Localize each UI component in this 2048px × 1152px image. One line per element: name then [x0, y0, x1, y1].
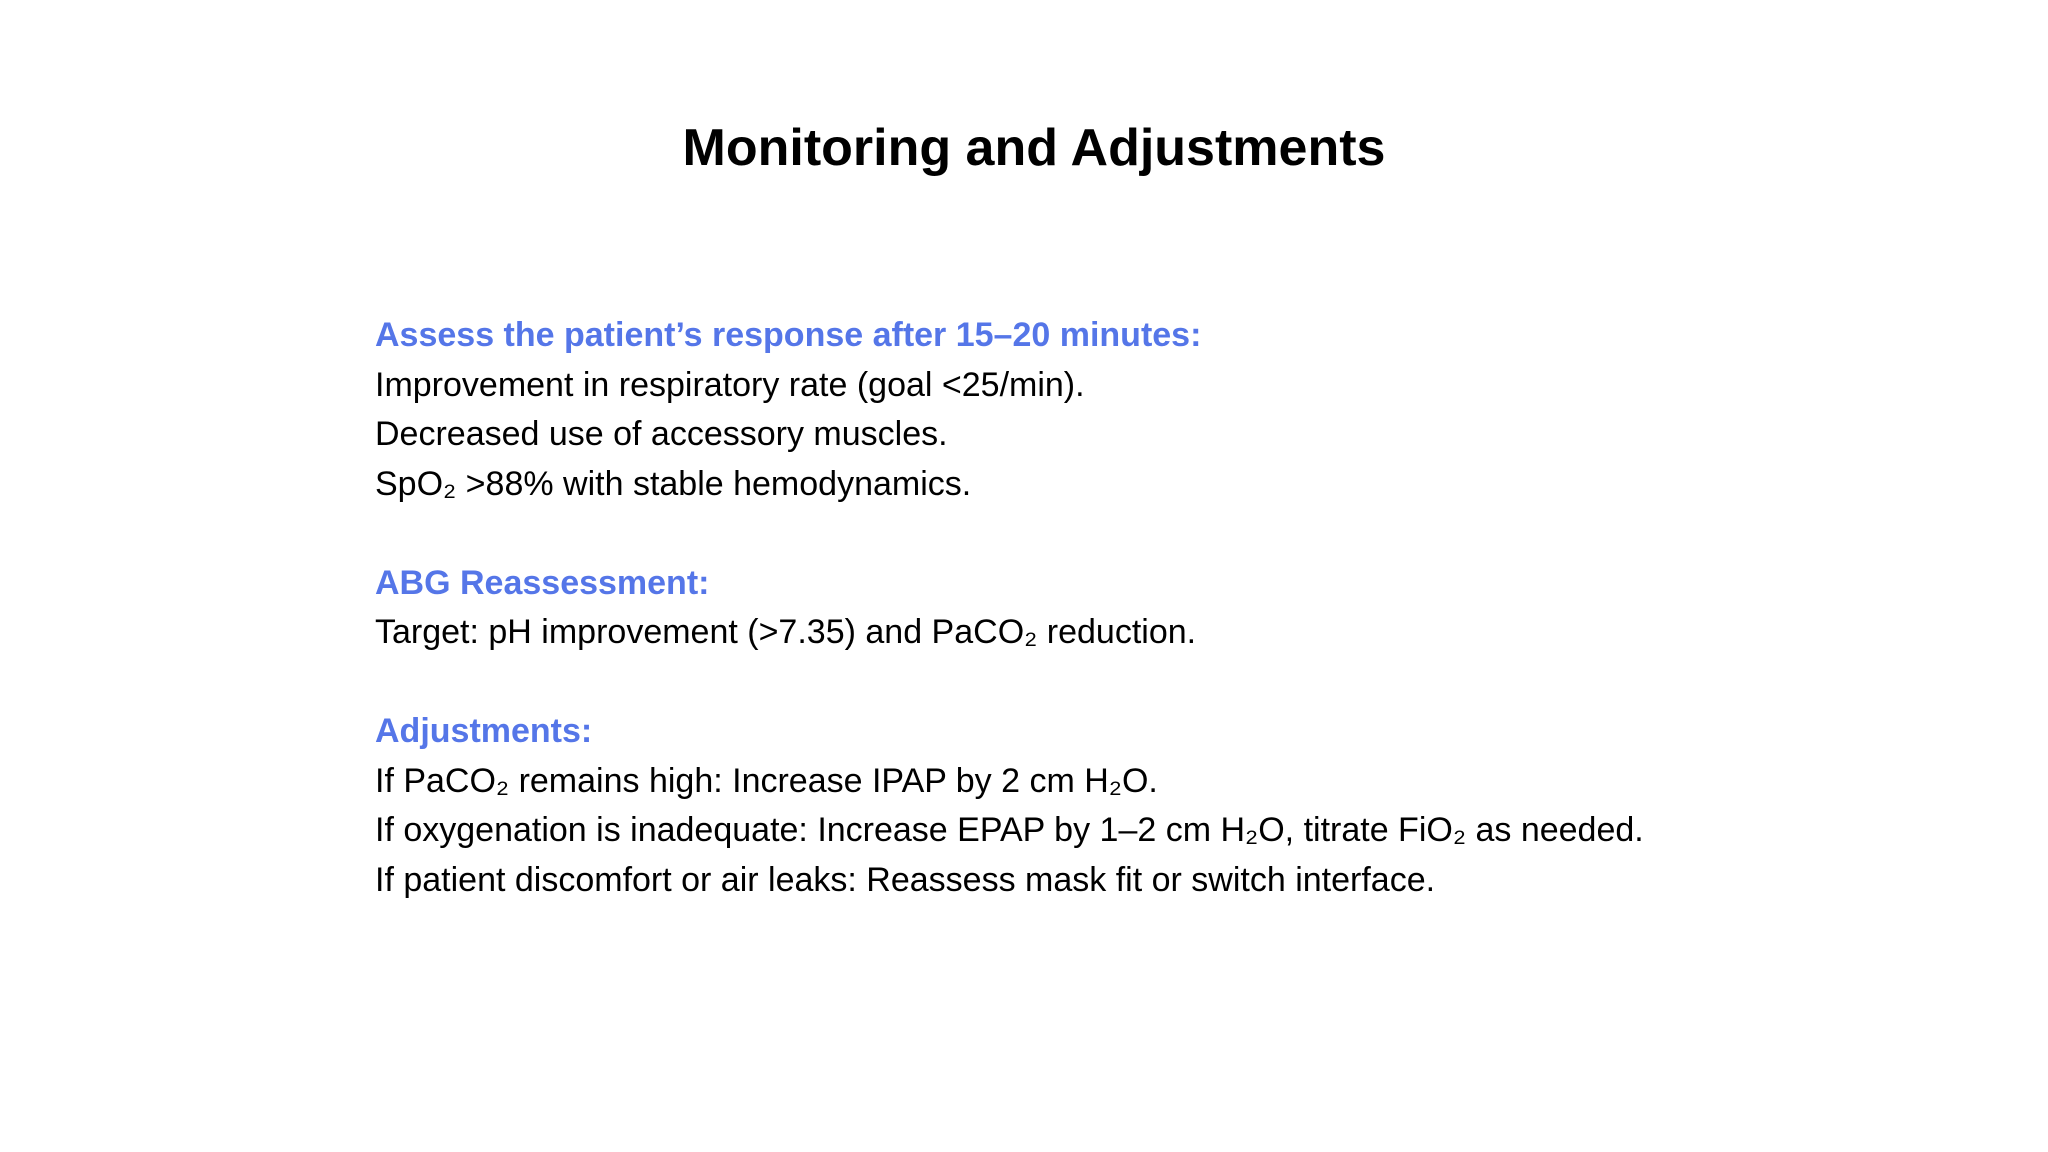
section-adjustments	[375, 707, 1935, 905]
bullet-line: Improvement in respiratory rate (goal <25/min).	[375, 365, 1085, 404]
section-heading: Assess the patient’s response after 15–20 minutes:	[375, 316, 1202, 354]
section-assess-response	[375, 311, 1935, 509]
bullet-line: If patient discomfort or air leaks: Reassess mask fit or switch interface.	[375, 860, 1436, 899]
section-heading: Adjustments:	[375, 712, 593, 750]
bullet-line: SpO₂ >88% with stable hemodynamics.	[375, 464, 972, 503]
bullet-line: If PaCO₂ remains high: Increase IPAP by 2 cm H₂O.	[375, 761, 1158, 800]
slide-body	[375, 311, 1935, 905]
bullet-line: Decreased use of accessory muscles.	[375, 415, 948, 453]
section-heading: ABG Reassessment:	[375, 563, 710, 602]
bullet-line: Target: pH improvement (>7.35) and PaCO₂ reduction.	[375, 613, 1197, 651]
section-abg-reassessment	[375, 559, 1935, 658]
bullet-line: If oxygenation is inadequate: Increase EPAP by 1–2 cm H₂O, titrate FiO₂ as needed.	[375, 811, 1644, 849]
slide-title: Monitoring and Adjustments	[682, 119, 1386, 177]
